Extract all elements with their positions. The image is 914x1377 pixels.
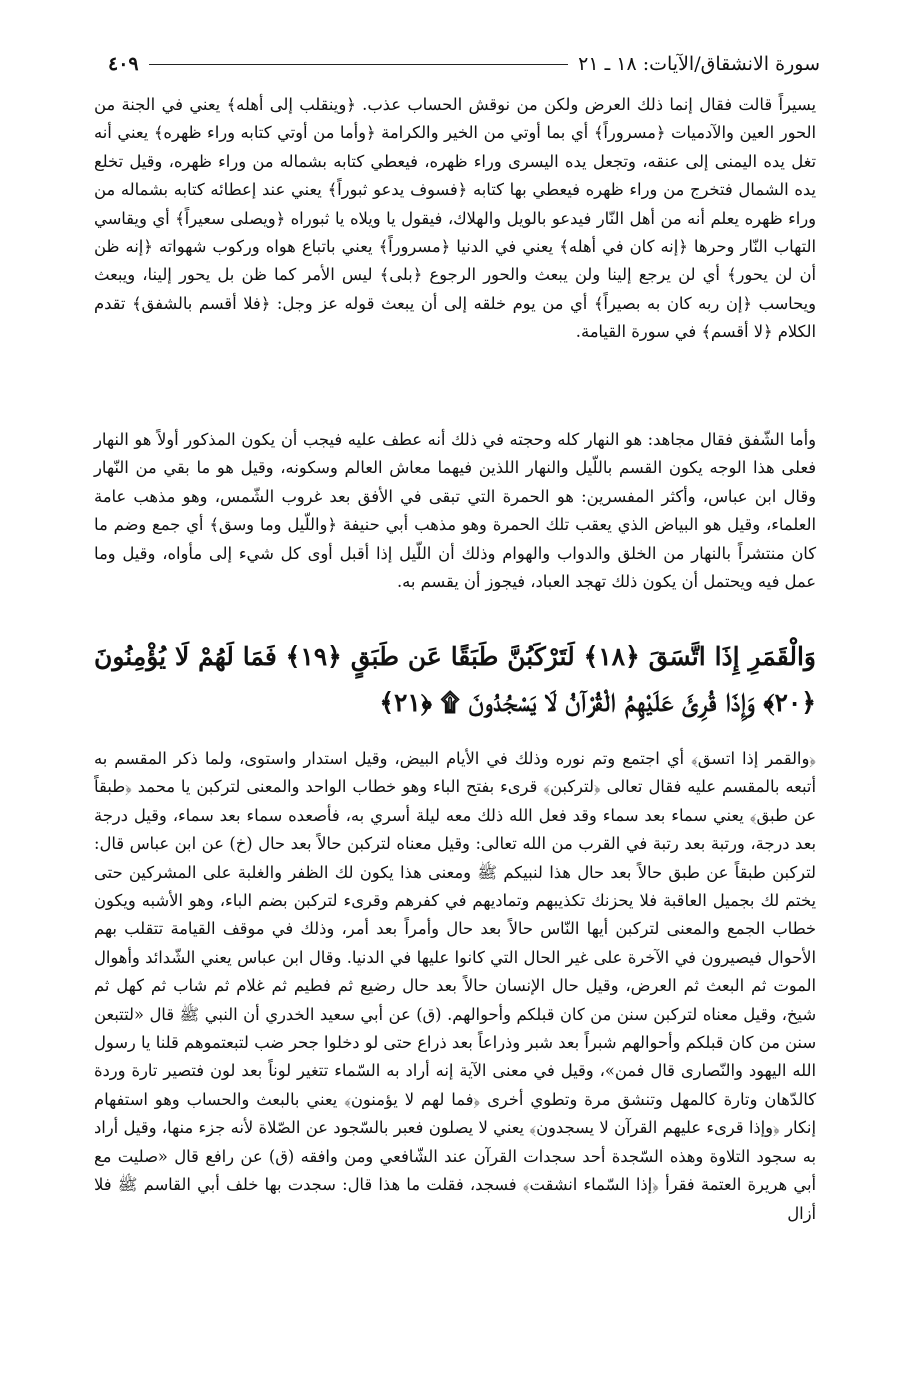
quran-verse-block: وَالْقَمَرِ إِذَا اتَّسَقَ ﴿١٨﴾ لَتَرْكَبُنَّ طَبَقًا عَن طَبَقٍ ﴿١٩﴾ فَمَا لَهُمْ لَا يُؤْمِنُونَ ﴿٢٠﴾ وَإِذَا قُرِئَ عَلَيْهِمُ الْقُرْآنُ لَا يَسْجُدُونَ ۩ ﴿٢١﴾ [94,642,817,717]
commentary-paragraph-2: وأما الشّفق فقال مجاهد: هو النهار كله وحجته في ذلك أنه عطف عليه فيجب أن يكون المذكور أولاً هو النهار فعلى هذا الوجه يكون القسم باللّيل والنهار اللذين فيهما معاش العالم وسكونه، وقيل هو ما بقي من النّهار وقال ابن عباس، وأكثر المفسرين: هو الحمرة التي تبقى في الأفق بعد غروب الشّمس، وهو مذهب عامة العلماء، وقيل هو البياض الذي يعقب تلك الحمرة وهو مذهب أبي حنيفة ﴿واللّيل وما وسق﴾ أي جمع وضم ما كان منتشراً بالنهار من الخلق والدواب والهوام وذلك أن اللّيل إذا أقبل أوى كل شيء إلى مأواه، وقيل وما عمل فيه ويحتمل أن يكون ذلك تهجد العباد، فيجوز أن يقسم به. [94,430,816,592]
running-header [108,47,820,81]
commentary-paragraph-3: ﴿والقمر إذا اتسق﴾ أي اجتمع وتم نوره وذلك في الأيام البيض، وقيل استدار واستوى، ولما ذكر المقسم به أتبعه بالمقسم عليه فقال تعالى ﴿لتركبن﴾ قرىء بفتح الباء وهو خطاب الواحد والمعنى لتركبن يا محمد ﴿طبقاً عن طبق﴾ يعني سماء بعد سماء وقد فعل الله ذلك معه ليلة أسري به، فأصعده سماء بعد سماء، وقيل درجة بعد درجة، ورتبة بعد رتبة في القرب من الله تعالى: وقيل معناه لتركبن حالاً بعد حال (خ) عن ابن عباس قال: لتركبن طبقاً عن طبق حالاً بعد حال هذا لنبيكم ﷺ ومعنى هذا يكون لك الظفر والغلبة على المشركين حتى يختم لك بجميل العاقبة فلا يحزنك تكذيبهم وتماديهم في كفرهم وقرىء لتركبن بضم الباء، وهو الأشبه ويكون خطاب الجمع والمعنى لتركبن أيها النّاس حالاً بعد حال وأمراً بعد أمر، وذلك في موقف القيامة تتقلب بهم الأحوال فيصيرون في الآخرة على غير الحال التي كانوا عليها في الدنيا. وقال ابن عباس يعني الشّدائد وأهوال الموت ثم البعث ثم العرض، وقيل حال الإنسان حالاً بعد حال رضيع ثم فطيم ثم غلام ثم شاب ثم كهل ثم شيخ، وقيل معناه لتركبن سنن من كان قبلكم وأحوالهم. (ق) عن أبي سعيد الخدري أن النبي ﷺ قال «لتتبعن سنن من كان قبلكم وأحوالهم شبراً بعد شبر وذراعاً بعد ذراع حتى لو دخلوا جحر ضب لتبعتموهم قلنا يا رسول الله اليهود والنّصارى قال فمن»، وقيل في معنى الآية إنه أراد به السّماء تتغير لوناً بعد لون فتصير تارة وردة كالدّهان وتارة كالمهل وتنشق مرة وتطوي أخرى ﴿فما لهم لا يؤمنون﴾ يعني بالبعث والحساب وهو استفهام إنكار ﴿وإذا قرىء عليهم القرآن لا يسجدون﴾ يعني لا يصلون فعبر بالسّجود عن الصّلاة لأنه جزء منها، وقيل أراد به سجود التلاوة وهذه السّجدة أحد سجدات القرآن عند الشّافعي ومن وافقه (ق) عن رافع قال «صليت مع أبي هريرة العتمة فقرأ ﴿إذا السّماء انشقت﴾ فسجد، فقلت ما هذا قال: سجدت بها خلف أبي القاسم ﷺ فلا أزال [94,749,816,1223]
header-title: سورة الانشقاق/الآيات: ١٨ ـ ٢١ [578,53,820,75]
header-rule [149,64,569,65]
page-number: ٤٠٩ [108,53,139,75]
commentary-paragraph-1: يسيراً قالت فقال إنما ذلك العرض ولكن من نوقش الحساب عذب. ﴿وينقلب إلى أهله﴾ يعني في الجنة من الحور العين والآدميات ﴿مسروراً﴾ أي بما أوتي من الخير والكرامة ﴿وأما من أوتي كتابه وراء ظهره﴾ يعني أنه تغل يده اليمنى إلى عنقه، وتجعل يده اليسرى وراء ظهره، فيعطي كتابه بشماله من وراء ظهره، وقيل تخلع يده الشمال فتخرج من وراء ظهره فيعطي بها كتابه ﴿فسوف يدعو ثبوراً﴾ يعني عند إعطائه كتابه بشماله من وراء ظهره يعلم أنه من أهل النّار فيدعو بالويل والهلاك، فيقول يا ويلاه يا ثبوراه ﴿ويصلى سعيراً﴾ أي ويقاسي التهاب النّار وحرها ﴿إنه كان في أهله﴾ يعني في الدنيا ﴿مسروراً﴾ يعني باتباع هواه وركوب شهواته ﴿إنه ظن أن لن يحور﴾ أي لن يرجع إلينا ولن يبعث والحور الرجوع ﴿بلى﴾ ليس الأمر كما ظن بل يحور إلينا، ويبعث ويحاسب ﴿إن ربه كان به بصيراً﴾ أي من يوم خلقه إلى أن يبعث قوله عز وجل: ﴿فلا أقسم بالشفق﴾ تقدم الكلام ﴿لا أقسم﴾ في سورة القيامة. [94,95,816,342]
